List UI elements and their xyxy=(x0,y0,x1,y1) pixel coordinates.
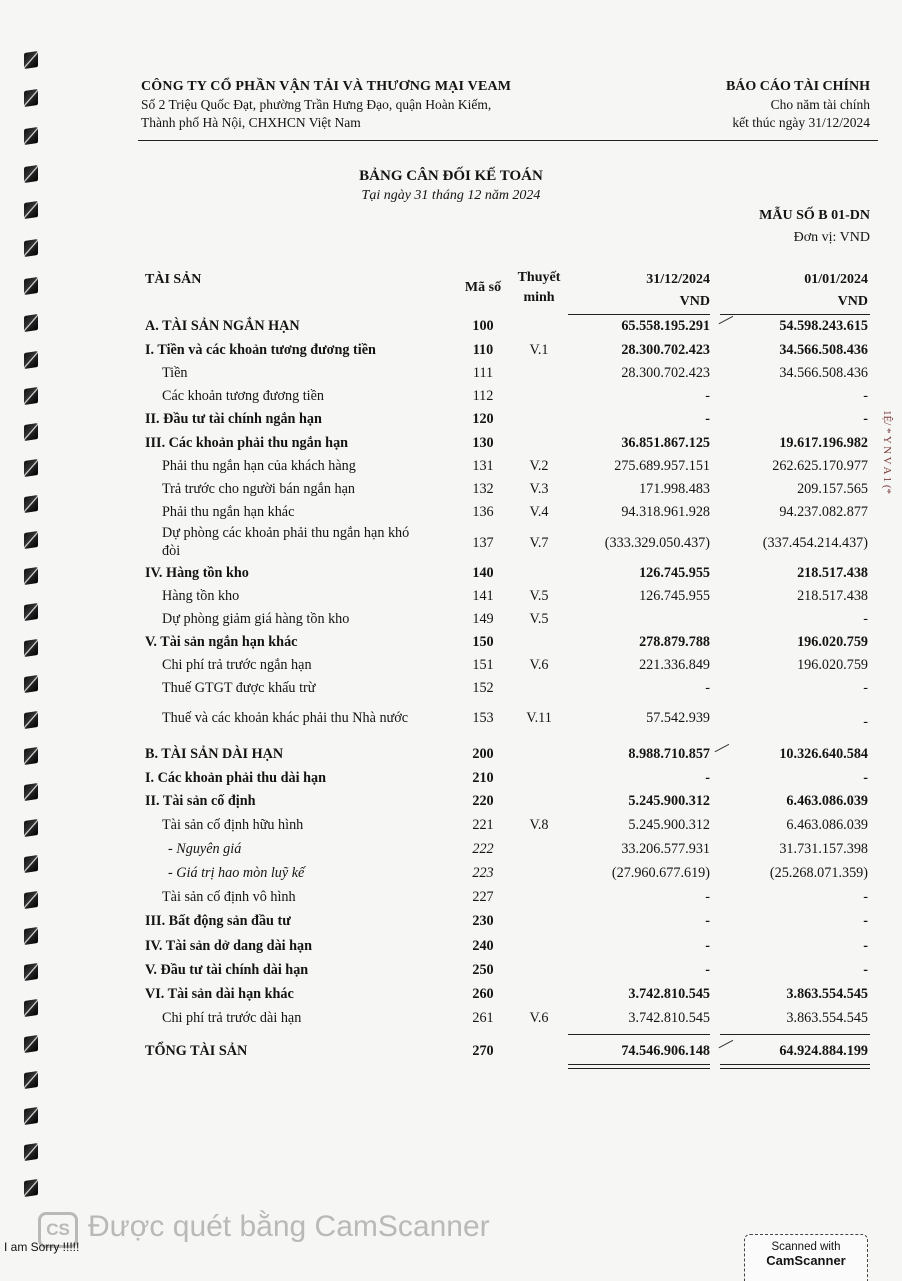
row-value-current: 3.742.810.545 xyxy=(628,1010,710,1026)
row-code: 141 xyxy=(472,588,494,604)
row-value-prior: 34.566.508.436 xyxy=(779,365,868,381)
row-value-prior: - xyxy=(863,611,868,627)
row-label: Tài sản cố định vô hình xyxy=(162,889,296,905)
row-value-prior: 10.326.640.584 xyxy=(779,746,868,762)
row-value-prior: 64.924.884.199 xyxy=(779,1043,868,1059)
table-row xyxy=(0,411,902,433)
row-code: 152 xyxy=(472,680,494,696)
row-value-current: 171.998.483 xyxy=(639,481,710,497)
company-name: CÔNG TY CỔ PHẦN VẬN TẢI VÀ THƯƠNG MẠI VEAM xyxy=(141,79,512,94)
row-code: 112 xyxy=(472,388,494,404)
row-label: II. Tài sản cố định xyxy=(145,793,256,809)
row-value-prior: - xyxy=(863,388,868,404)
row-value-prior: (337.454.214.437) xyxy=(762,535,868,551)
row-code: 151 xyxy=(472,657,494,673)
row-value-current: 57.542.939 xyxy=(646,710,710,726)
row-value-current: - xyxy=(705,938,710,954)
row-label: Dự phòng các khoản phải thu ngắn hạn khó xyxy=(162,525,410,541)
total-top-rule-col2 xyxy=(720,1034,870,1035)
binding-ring xyxy=(24,51,38,69)
row-note: V.6 xyxy=(529,657,549,673)
row-label: B. TÀI SẢN DÀI HẠN xyxy=(145,746,284,762)
row-value-prior: 6.463.086.039 xyxy=(786,793,868,809)
binding-ring xyxy=(24,277,38,295)
row-code: 270 xyxy=(472,1043,494,1059)
row-code: 132 xyxy=(472,481,494,497)
row-code: 120 xyxy=(472,411,494,427)
binding-ring xyxy=(24,89,38,107)
row-label: Thuế và các khoản khác phải thu Nhà nước xyxy=(162,710,409,726)
row-value-current: (333.329.050.437) xyxy=(604,535,710,551)
row-value-current: - xyxy=(705,770,710,786)
header-note-line2: minh xyxy=(523,290,555,305)
row-label: III. Bất động sản đầu tư xyxy=(145,913,291,929)
table-row xyxy=(0,525,902,565)
row-value-prior: - xyxy=(863,411,868,427)
table-row xyxy=(0,657,902,679)
header-underline-col2 xyxy=(720,314,870,315)
binding-ring xyxy=(24,127,38,145)
table-row xyxy=(0,962,902,984)
row-value-prior: - xyxy=(863,680,868,696)
badge-line2: CamScanner xyxy=(766,1253,846,1268)
row-value-current: 5.245.900.312 xyxy=(628,793,710,809)
header-code: Mã số xyxy=(464,280,502,295)
table-row xyxy=(0,634,902,656)
table-row xyxy=(0,889,902,911)
document-subtitle: Tại ngày 31 tháng 12 năm 2024 xyxy=(361,188,541,203)
row-value-current: 65.558.195.291 xyxy=(621,318,710,334)
row-code: 100 xyxy=(472,318,494,334)
row-code: 111 xyxy=(472,365,494,381)
table-row xyxy=(0,365,902,387)
table-row xyxy=(0,865,902,887)
row-label: Hàng tồn kho xyxy=(162,588,240,604)
row-label: Dự phòng giảm giá hàng tồn kho xyxy=(162,611,350,627)
table-row xyxy=(0,938,902,960)
table-row xyxy=(0,680,902,702)
scanned-with-badge xyxy=(744,1234,868,1281)
overlay-caption: I am Sorry !!!!! xyxy=(4,1240,80,1254)
row-value-prior: 3.863.554.545 xyxy=(786,1010,868,1026)
header-assets: TÀI SẢN xyxy=(145,272,202,287)
document-title: BẢNG CÂN ĐỐI KẾ TOÁN xyxy=(359,168,543,184)
row-label: IV. Tài sản dở dang dài hạn xyxy=(145,938,313,954)
row-label: VI. Tài sản dài hạn khác xyxy=(145,986,294,1002)
table-row xyxy=(0,986,902,1008)
row-value-prior: 54.598.243.615 xyxy=(779,318,868,334)
row-label: II. Đầu tư tài chính ngắn hạn xyxy=(145,411,322,427)
row-label: Thuế GTGT được khấu trừ xyxy=(162,680,316,696)
row-value-prior: - xyxy=(863,962,868,978)
badge-line1: Scanned with xyxy=(771,1241,841,1253)
row-code: 230 xyxy=(472,913,494,929)
row-label: V. Đầu tư tài chính dài hạn xyxy=(145,962,309,978)
row-code: 210 xyxy=(472,770,494,786)
company-address-line1: Số 2 Triệu Quốc Đạt, phường Trần Hưng Đạo, quận Hoàn Kiếm, xyxy=(141,97,492,112)
row-value-current: 126.745.955 xyxy=(639,588,710,604)
row-value-prior: 218.517.438 xyxy=(797,588,868,604)
table-row xyxy=(0,388,902,410)
row-value-current: 8.988.710.857 xyxy=(628,746,710,762)
row-value-current: - xyxy=(705,680,710,696)
row-code: 200 xyxy=(472,746,494,762)
row-value-current: 221.336.849 xyxy=(639,657,710,673)
table-row xyxy=(0,611,902,633)
row-code: 149 xyxy=(472,611,494,627)
row-code: 153 xyxy=(472,710,494,726)
row-note: V.4 xyxy=(529,504,549,520)
row-code: 110 xyxy=(472,342,494,358)
row-code: 223 xyxy=(472,865,494,881)
table-row xyxy=(0,793,902,815)
row-value-prior: 6.463.086.039 xyxy=(786,817,868,833)
header-col1-unit: VND xyxy=(679,294,710,309)
row-value-current: 28.300.702.423 xyxy=(621,342,710,358)
row-value-prior: - xyxy=(863,889,868,905)
table-row xyxy=(0,588,902,610)
row-label: TỔNG TÀI SẢN xyxy=(145,1043,248,1059)
row-value-current: 36.851.867.125 xyxy=(621,435,710,451)
table-row xyxy=(0,504,902,526)
row-value-current: 275.689.957.151 xyxy=(614,458,710,474)
row-value-current: - xyxy=(705,388,710,404)
row-label: - Giá trị hao mòn luỹ kế xyxy=(168,865,305,881)
header-underline-col1 xyxy=(568,314,710,315)
row-value-prior: 3.863.554.545 xyxy=(786,986,868,1002)
row-code: 250 xyxy=(472,962,494,978)
camscanner-watermark: Được quét bằng CamScanner xyxy=(88,1210,490,1243)
form-number: MẪU SỐ B 01-DN xyxy=(759,208,870,223)
report-period-line2: kết thúc ngày 31/12/2024 xyxy=(732,115,870,130)
row-value-current: 94.318.961.928 xyxy=(621,504,710,520)
row-note: V.1 xyxy=(529,342,549,358)
row-label: Trả trước cho người bán ngắn hạn xyxy=(162,481,355,497)
camscanner-logo-icon: CS xyxy=(38,1212,78,1248)
row-note: V.5 xyxy=(529,588,549,604)
row-value-prior: 196.020.759 xyxy=(797,657,868,673)
header-col2-unit: VND xyxy=(837,294,868,309)
row-value-current: 5.245.900.312 xyxy=(628,817,710,833)
row-value-current: - xyxy=(705,913,710,929)
row-label: Chi phí trả trước ngắn hạn xyxy=(162,657,312,673)
header-col2-date: 01/01/2024 xyxy=(804,272,868,287)
row-value-prior: 19.617.196.982 xyxy=(779,435,868,451)
binding-ring xyxy=(24,1179,38,1197)
header-col1-date: 31/12/2024 xyxy=(646,272,710,287)
binding-ring xyxy=(24,1107,38,1125)
table-row xyxy=(0,458,902,480)
row-value-prior: 94.237.082.877 xyxy=(779,504,868,520)
table-row xyxy=(0,817,902,839)
table-row xyxy=(0,435,902,457)
report-period-line1: Cho năm tài chính xyxy=(770,97,870,112)
row-value-current: 126.745.955 xyxy=(639,565,710,581)
row-value-current: (27.960.677.619) xyxy=(611,865,710,881)
row-label: Tài sản cố định hữu hình xyxy=(162,817,304,833)
row-value-prior: - xyxy=(863,913,868,929)
total-top-rule-col1 xyxy=(568,1034,710,1035)
row-code: 222 xyxy=(472,841,494,857)
header-note-line1: Thuyết xyxy=(517,270,561,285)
binding-ring xyxy=(24,1071,38,1089)
row-value-current: - xyxy=(705,411,710,427)
row-value-prior: 34.566.508.436 xyxy=(779,342,868,358)
total-double-rule-col1 xyxy=(568,1064,710,1069)
row-label: Các khoản tương đương tiền xyxy=(162,388,324,404)
row-label: IV. Hàng tồn kho xyxy=(145,565,249,581)
header-divider xyxy=(138,140,878,141)
row-label: I. Các khoản phải thu dài hạn xyxy=(145,770,326,786)
report-header xyxy=(726,78,870,132)
row-note: V.8 xyxy=(529,817,549,833)
row-note: V.2 xyxy=(529,458,549,474)
row-value-prior: 196.020.759 xyxy=(797,634,868,650)
row-value-prior: 218.517.438 xyxy=(797,565,868,581)
company-header xyxy=(141,78,511,132)
row-code: 131 xyxy=(472,458,494,474)
row-value-current: - xyxy=(705,962,710,978)
company-address-line2: Thành phố Hà Nội, CHXHCN Việt Nam xyxy=(141,115,361,130)
row-value-prior: 209.157.565 xyxy=(797,481,868,497)
row-label: I. Tiền và các khoản tương đương tiền xyxy=(145,342,376,358)
row-code: 130 xyxy=(472,435,494,451)
binding-ring xyxy=(24,239,38,257)
table-row xyxy=(0,318,902,340)
row-value-current: 3.742.810.545 xyxy=(628,986,710,1002)
table-row xyxy=(0,913,902,935)
table-row xyxy=(0,481,902,503)
row-label: - Nguyên giá xyxy=(168,841,242,857)
row-value-prior: (25.268.071.359) xyxy=(769,865,868,881)
row-label: Phải thu ngắn hạn của khách hàng xyxy=(162,458,356,474)
row-note: V.3 xyxy=(529,481,549,497)
row-code: 240 xyxy=(472,938,494,954)
row-value-prior: 31.731.157.398 xyxy=(779,841,868,857)
row-label: Tiền xyxy=(162,365,188,381)
table-row xyxy=(0,841,902,863)
total-double-rule-col2 xyxy=(720,1064,870,1069)
row-label: III. Các khoản phải thu ngắn hạn xyxy=(145,435,349,451)
table-row xyxy=(0,746,902,768)
row-value-prior: - xyxy=(863,770,868,786)
table-row xyxy=(0,770,902,792)
row-value-prior: - xyxy=(863,714,868,730)
row-code: 227 xyxy=(472,889,494,905)
table-row xyxy=(0,710,902,732)
row-value-current: 74.546.906.148 xyxy=(621,1043,710,1059)
margin-handwriting: 1Ệ/ * Y N V A 1 (* xyxy=(881,410,893,495)
table-row-total xyxy=(0,1043,902,1065)
table-row xyxy=(0,342,902,364)
row-label-continued: đòi xyxy=(162,543,181,559)
row-code: 140 xyxy=(472,565,494,581)
row-note: V.6 xyxy=(529,1010,549,1026)
row-note: V.11 xyxy=(526,710,552,726)
row-note: V.5 xyxy=(529,611,549,627)
row-code: 137 xyxy=(472,535,494,551)
table-row xyxy=(0,1010,902,1032)
currency-unit: Đơn vị: VND xyxy=(793,230,870,245)
table-row xyxy=(0,565,902,587)
row-value-prior: - xyxy=(863,938,868,954)
row-value-current: 278.879.788 xyxy=(639,634,710,650)
row-value-current: 33.206.577.931 xyxy=(621,841,710,857)
row-label: V. Tài sản ngắn hạn khác xyxy=(145,634,298,650)
row-code: 136 xyxy=(472,504,494,520)
row-label: A. TÀI SẢN NGẮN HẠN xyxy=(145,318,300,334)
row-label: Chi phí trả trước dài hạn xyxy=(162,1010,302,1026)
report-title: BÁO CÁO TÀI CHÍNH xyxy=(725,79,870,94)
binding-ring xyxy=(24,1143,38,1161)
row-value-current: 28.300.702.423 xyxy=(621,365,710,381)
row-code: 220 xyxy=(472,793,494,809)
row-code: 150 xyxy=(472,634,494,650)
row-value-prior: 262.625.170.977 xyxy=(772,458,868,474)
row-code: 260 xyxy=(472,986,494,1002)
row-value-current: - xyxy=(705,889,710,905)
row-label: Phải thu ngắn hạn khác xyxy=(162,504,295,520)
row-note: V.7 xyxy=(529,535,549,551)
row-code: 261 xyxy=(472,1010,494,1026)
row-code: 221 xyxy=(472,817,494,833)
